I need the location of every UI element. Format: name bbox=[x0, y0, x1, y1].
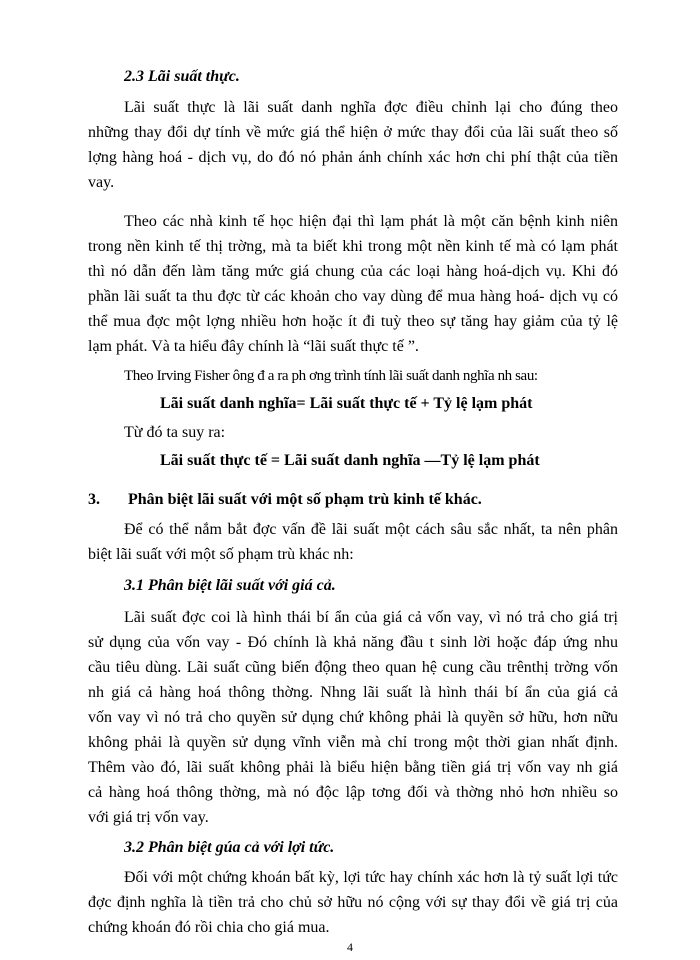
paragraph-line: Để có thể nắm bắt đợc vấn đề lãi suất một cách sâu sắc nhất, ta nên phân bbox=[124, 521, 618, 538]
paragraph-line: Lãi suất thực là lãi suất danh nghĩa đợc điều chỉnh lại cho đúng theo bbox=[124, 99, 618, 116]
paragraph-line: nh giá cả hàng hoá thông thờng. Nhng lãi suất là hình thái bí ẩn của giá cả bbox=[88, 684, 618, 701]
section-2-3-heading: 2.3 Lãi suất thực. bbox=[124, 68, 240, 85]
section-3-heading: Phân biệt lãi suất với một số phạm trù kinh tế khác. bbox=[128, 491, 482, 508]
paragraph-line: cả hàng hoá thông thờng, mà nó độc lập tơng đối và thờng nhỏ hơn nhiều so bbox=[88, 784, 618, 801]
paragraph-line: Theo Irving Fisher ông đ a ra ph ơng trình tính lãi suất danh nghĩa nh sau: bbox=[124, 368, 538, 384]
formula-nominal-rate: Lãi suất danh nghĩa= Lãi suất thực tế + Tỷ lệ lạm phát bbox=[160, 395, 533, 412]
section-3-number: 3. bbox=[88, 491, 100, 508]
paragraph-line: với giá trị vốn vay. bbox=[88, 809, 209, 826]
paragraph-line: Lãi suất đợc coi là hình thái bí ẩn của giá cả vốn vay, vì nó trả cho giá trị bbox=[124, 609, 618, 626]
paragraph-line: Từ đó ta suy ra: bbox=[124, 424, 226, 441]
paragraph-line: những thay đổi dự tính về mức giá thể hiện ở mức thay đổi của lãi suất theo số bbox=[88, 124, 618, 141]
paragraph-line: sử dụng của vốn vay - Đó chính là khả năng đầu t sinh lời hoặc đáp ứng nhu bbox=[88, 634, 618, 651]
paragraph-line: vay. bbox=[88, 174, 115, 191]
paragraph-line: biệt lãi suất với một số phạm trù khác nh: bbox=[88, 546, 354, 563]
paragraph-line: thể mua đợc một lợng nhiều hơn hoặc ít đi tuỳ theo sự tăng hay giảm của tỷ lệ bbox=[88, 313, 618, 330]
paragraph-line: lợng hàng hoá - dịch vụ, do đó nó phản ánh chính xác hơn chi phí thật của tiền bbox=[88, 149, 618, 166]
section-3-1-heading: 3.1 Phân biệt lãi suất với giá cả. bbox=[124, 577, 336, 594]
paragraph-line: phần lãi suất ta thu đợc từ các khoản cho vay dùng để mua hàng hoá- dịch vụ có bbox=[88, 288, 618, 305]
paragraph-line: trong nền kinh tế thị trờng, mà ta biết khi trong một nền kinh tế mà có lạm phát bbox=[88, 238, 618, 255]
paragraph-line: chứng khoán đó rồi chia cho giá mua. bbox=[88, 919, 330, 936]
paragraph-line: cầu tiêu dùng. Lãi suất cũng biến động theo quan hệ cung cầu trênthị trờng vốn bbox=[88, 659, 618, 676]
paragraph-line: Thêm vào đó, lãi suất không phải là biểu hiện bằng tiền giá trị vốn vay nh giá bbox=[88, 759, 618, 776]
paragraph-line: Theo các nhà kinh tế học hiện đại thì lạm phát là một căn bệnh kinh niên bbox=[124, 213, 618, 230]
page-number: 4 bbox=[347, 940, 353, 954]
paragraph-line: không phải là quyền sử dụng vĩnh viễn mà chỉ trong một thời gian nhất định. bbox=[88, 734, 618, 751]
paragraph-line: thì nó dẫn đến làm tăng mức giá chung của các loại hàng hoá-dịch vụ. Khi đó bbox=[88, 263, 618, 280]
paragraph-line: đợc định nghĩa là tiền trả cho chủ sở hữu nó cộng với sự thay đổi về giá trị của bbox=[88, 894, 618, 911]
paragraph-line: Đối với một chứng khoán bất kỳ, lợi tức hay chính xác hơn là tỷ suất lợi tức bbox=[124, 869, 618, 886]
paragraph-line: lạm phát. Và ta hiểu đây chính là “lãi suất thực tế ”. bbox=[88, 338, 419, 355]
formula-real-rate: Lãi suất thực tế = Lãi suất danh nghĩa —Tỷ lệ lạm phát bbox=[160, 452, 540, 469]
section-3-2-heading: 3.2 Phân biệt gúa cả với lợi tức. bbox=[124, 839, 335, 856]
paragraph-line: vốn vay vì nó trả cho quyền sử dụng chứ không phải là quyền sở hữu, hơn nữu bbox=[88, 709, 618, 726]
